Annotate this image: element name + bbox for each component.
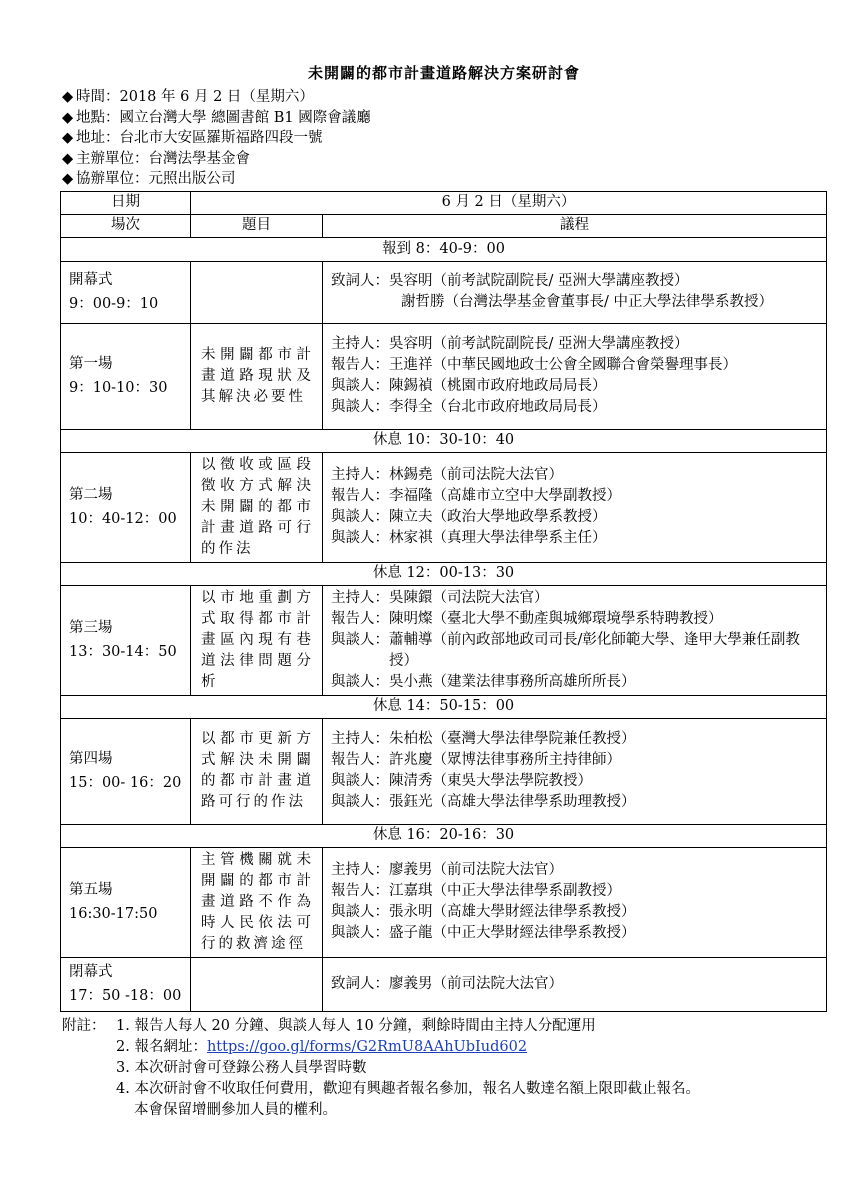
topic-cell: 以市地重劃方式取得都市計畫區內現有巷道法律問題分析 [191, 585, 323, 695]
agenda-line: 主持人： 吳陳鐶（司法院大法官） [331, 589, 549, 606]
break-row: 休息 16：20-16：30 [61, 824, 827, 847]
agenda-line: 致詞人： 廖義男（前司法院大法官） [331, 975, 563, 992]
agenda-line: 與談人： 蕭輔導（前內政部地政司司長/彰化師範大學、逢甲大學兼任副教授） [331, 631, 800, 669]
table-row [61, 323, 827, 429]
info-venue: ◆ 地點：國立台灣大學 總圖書館 B1 國際會議廳 [62, 108, 826, 129]
table-row [61, 585, 827, 695]
agenda-line: 主持人： 朱柏松（臺灣大學法律學院兼任教授） [331, 731, 636, 747]
checkin-row: 報到 8：40-9：00 [61, 237, 827, 261]
topic-header-cell: 題目 [191, 214, 323, 237]
table-row [61, 237, 827, 261]
agenda-line: 主持人： 林錫堯（前司法院大法官） [331, 467, 563, 483]
session-cell: 第四場 15：00- 16：20 [61, 718, 191, 824]
agenda-line: 與談人： 陳錫禎（桃園市政府地政局局長） [331, 378, 607, 394]
diamond-bullet-icon: ◆ [62, 130, 74, 146]
agenda-line: 與談人： 張鈺光（高雄大學法律學系助理教授） [331, 794, 636, 810]
session-cell: 開幕式 9：00-9：10 [61, 261, 191, 323]
note-4-continued: 本會保留增刪參加人員的權利。 [134, 1101, 337, 1118]
info-address: ◆ 地址：台北市大安區羅斯福路四段一號 [62, 128, 826, 149]
table-row [61, 214, 827, 237]
diamond-bullet-icon: ◆ [62, 150, 74, 167]
agenda-cell [323, 585, 827, 695]
table-row [61, 695, 827, 718]
agenda-line: 報告人： 李福隆（高雄市立空中大學副教授） [331, 488, 621, 504]
date-label-cell: 日期 [61, 191, 191, 214]
agenda-line: 致詞人： 吳容明（前考試院副院長/ 亞洲大學講座教授） [331, 273, 689, 289]
notes-section [62, 1016, 826, 1121]
note-2: 2. 報名網址：https://goo.gl/forms/G2RmU8AAhUbIud602 [116, 1038, 528, 1055]
agenda-cell [323, 847, 827, 957]
break-row: 休息 14：50-15：00 [61, 695, 827, 718]
agenda-line: 報告人： 江嘉琪（中正大學法律學系副教授） [331, 883, 621, 899]
table-row [61, 824, 827, 847]
session-cell: 閉幕式 17：50 -18：00 [61, 957, 191, 1011]
note-4: 4. 本次研討會不收取任何費用，歡迎有興趣者報名參加，報名人數達名額上限即截止報名。 [116, 1080, 700, 1097]
agenda-cell [323, 452, 827, 562]
info-organizer: ◆ 主辦單位：台灣法學基金會 [62, 149, 826, 170]
agenda-line: 報告人： 陳明燦（臺北大學不動產與城鄉環境學系特聘教授） [331, 610, 723, 627]
note-3: 3. 本次研討會可登錄公務人員學習時數 [116, 1059, 367, 1076]
break-row: 休息 10：30-10：40 [61, 429, 827, 452]
agenda-line: 與談人： 張永明（高雄大學財經法律學系教授） [331, 904, 636, 920]
date-value-cell: 6 月 2 日（星期六） [191, 191, 827, 214]
info-time: ◆ 時間：2018 年 6 月 2 日（星期六） [62, 87, 826, 108]
schedule-table [60, 191, 827, 1012]
table-row [61, 562, 827, 585]
diamond-bullet-icon: ◆ [62, 109, 74, 126]
document-page [62, 62, 826, 1121]
topic-cell: 以徵收或區段徵收方式解決未開闢的都市計畫道路可行的作法 [191, 452, 323, 562]
table-row [61, 261, 827, 323]
info-co-organizer: ◆ 協辦單位：元照出版公司 [62, 169, 826, 190]
table-row [61, 847, 827, 957]
agenda-header-cell: 議程 [323, 214, 827, 237]
session-header-cell: 場次 [61, 214, 191, 237]
topic-cell: 以都市更新方式解決未開闢的都市計畫道路可行的作法 [191, 718, 323, 824]
agenda-line: 與談人： 陳清秀（東吳大學法學院教授） [331, 773, 592, 789]
notes-label: 附註： [62, 1017, 106, 1034]
agenda-line: 與談人： 陳立夫（政治大學地政學系教授） [331, 509, 607, 525]
session-cell: 第一場 9：10-10：30 [61, 323, 191, 429]
agenda-line: 與談人： 李得全（台北市政府地政局局長） [331, 399, 607, 415]
agenda-line: 與談人： 盛子龍（中正大學財經法律學系教授） [331, 925, 636, 941]
topic-cell [191, 957, 323, 1011]
table-row [61, 429, 827, 452]
agenda-line: 與談人： 林家祺（真理大學法律學系主任） [331, 530, 607, 546]
agenda-line: 報告人： 王進祥（中華民國地政士公會全國聯合會榮譽理事長） [331, 357, 737, 373]
agenda-cell [323, 957, 827, 1011]
break-row: 休息 12：00-13：30 [61, 562, 827, 585]
agenda-line: 與談人： 吳小燕（建業法律事務所高雄所所長） [331, 673, 636, 690]
event-info [62, 87, 826, 190]
agenda-line: 主持人： 廖義男（前司法院大法官） [331, 862, 563, 878]
topic-cell: 未開闢都市計畫道路現狀及其解決必要性 [191, 323, 323, 429]
registration-link[interactable]: https://goo.gl/forms/G2RmU8AAhUbIud602 [206, 1038, 528, 1055]
topic-cell: 主管機關就未開闢的都市計畫道路不作為時人民依法可行的救濟途徑 [191, 847, 323, 957]
agenda-cell [323, 323, 827, 429]
agenda-cell [323, 261, 827, 323]
agenda-line: 主持人： 吳容明（前考試院副院長/ 亞洲大學講座教授） [331, 336, 689, 352]
note-1: 附註： 1. 報告人每人 20 分鐘、與談人每人 10 分鐘，剩餘時間由主持人分配運用 [62, 1016, 826, 1037]
table-row [61, 718, 827, 824]
session-cell: 第五場 16:30-17:50 [61, 847, 191, 957]
diamond-bullet-icon: ◆ [62, 89, 74, 105]
session-cell: 第二場 10：40-12：00 [61, 452, 191, 562]
agenda-cell [323, 718, 827, 824]
table-row [61, 191, 827, 214]
agenda-line: 謝哲勝（台灣法學基金會董事長/ 中正大學法律學系教授） [401, 294, 773, 310]
session-cell: 第三場 13：30-14：50 [61, 585, 191, 695]
topic-cell [191, 261, 323, 323]
agenda-line: 報告人： 許兆慶（眾博法律事務所主持律師） [331, 752, 621, 768]
document-title: 未開闢的都市計畫道路解決方案研討會 [307, 64, 580, 82]
diamond-bullet-icon: ◆ [62, 171, 74, 187]
table-row [61, 452, 827, 562]
table-row [61, 957, 827, 1011]
